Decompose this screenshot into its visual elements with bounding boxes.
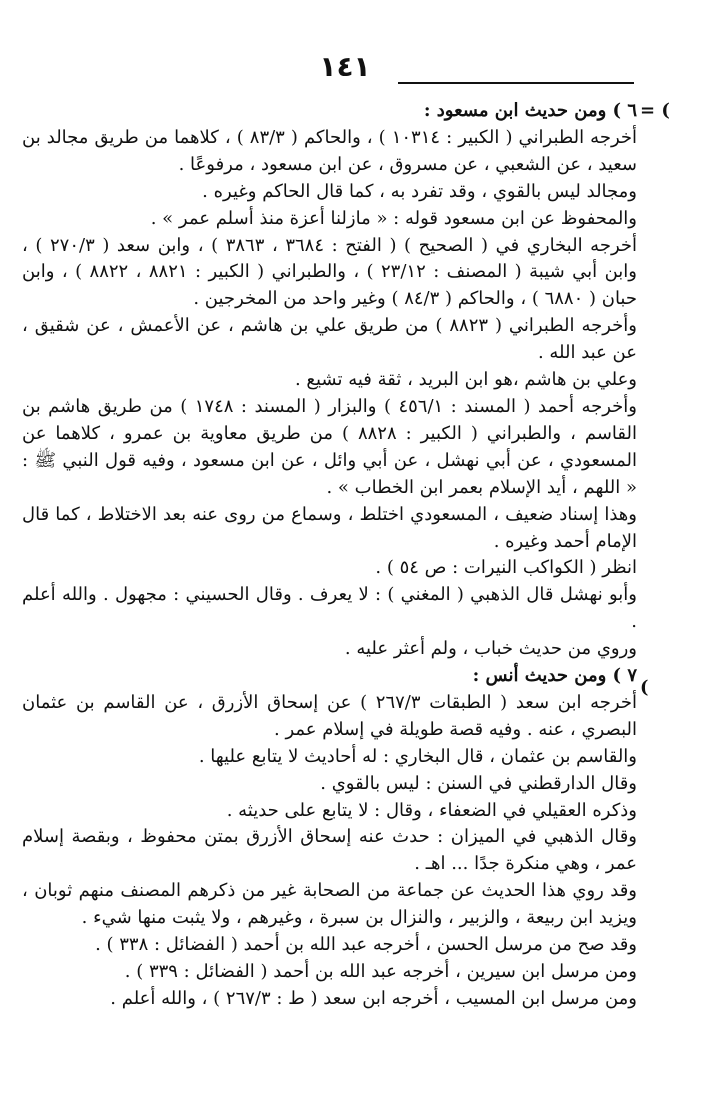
paragraph: ومن مرسل ابن المسيب ، أخرجه ابن سعد ( ط : ٢٦٧/٣ ) ، والله أعلم . [110,987,637,1009]
paragraph: انظر ( الكواكب النيرات : ص ٥٤ ) . [375,557,637,579]
paragraph: وأبو نهشل قال الذهبي ( المغني ) : لا يعرف . وقال الحسيني : مجهول . والله أعلم . [22,584,637,633]
paragraph: أخرجه الطبراني ( الكبير : ١٠٣١٤ ) ، والحاكم ( ٨٣/٣ ) ، كلاهما من طريق مجالد بن سعيد ، عن الشعبي ، عن مسروق ، عن ابن مسعود ، مرفوعًا . [22,126,638,175]
paragraph: أخرجه البخاري في ( الصحيح ) ( الفتح : ٣٦٨٤ ، ٣٨٦٣ ) ، وابن سعد ( ٢٧٠/٣ ) ، وابن أبي شيبة ( المصنف : ٢٣/١٢ ) ، والطبراني ( الكبير : ٨٨٢١ ، ٨٨٢٢ ) ، وابن حبان ( ٦٨٨٠ ) ، والحاكم ( ٨٤/٣ ) وغير واحد من المخرجين . [22,234,638,310]
section-heading-ibn-masud: ٦ ) ومن حديث ابن مسعود : [423,100,637,121]
paragraph: وقد صح من مرسل الحسن ، أخرجه عبد الله بن أحمد ( الفضائل : ٣٣٨ ) . [95,934,637,956]
section-heading-anas: ٧ ) ومن حديث أنس : [472,665,637,687]
margin-mark-section-7: ( [640,677,649,698]
paragraph: وقد روي هذا الحديث عن جماعة من الصحابة غير من ذكرهم المصنف منهم ثوبان ، ويزيد ابن ربيعة ، والزبير ، والنزال بن سبرة ، وغيرهم ، ولا يثبت منها شيء . [22,880,637,929]
paragraph: والقاسم بن عثمان ، قال البخاري : له أحاديث لا يتابع عليها . [198,745,637,767]
header-rule [398,82,634,84]
paragraph: أخرجه ابن سعد ( الطبقات ٢٦٧/٣ ) عن إسحاق الأزرق ، عن القاسم بن عثمان البصري ، عنه . وفيه قصة طويلة في إسلام عمر . [22,691,637,740]
paragraph: وقال الدارقطني في السنن : ليس بالقوي . [320,772,637,794]
paragraph: وروي من حديث خباب ، ولم أعثر عليه . [344,638,637,660]
paragraph: والمحفوظ عن ابن مسعود قوله : « مازلنا أعزة منذ أسلم عمر » . [150,207,637,229]
page-number: ١٤١ [319,50,371,83]
paragraph: وهذا إسناد ضعيف ، المسعودي اختلط ، وسماع من روى عنه بعد الاختلاط ، كما قال الإمام أحمد وغيره . [22,503,637,552]
paragraph: ومجالد ليس بالقوي ، وقد تفرد به ، كما قال الحاكم وغيره . [202,180,637,202]
paragraph: وقال الذهبي في الميزان : حدث عنه إسحاق الأزرق بمتن محفوظ ، وبقصة إسلام عمر ، وهي منكرة جدًا ... اهـ . [22,826,637,875]
body-text [22,98,637,1013]
paragraph: وأخرجه أحمد ( المسند : ٤٥٦/١ ) والبزار ( المسند : ١٧٤٨ ) من طريق هاشم بن القاسم ، والطبراني ( الكبير : ٨٨٢٨ ) من طريق معاوية بن عمرو ، كلاهما عن المسعودي ، عن أبي نهشل ، عن أبي وائل ، عن ابن مسعود ، وفيه قول النبي ﷺ : « اللهم ، أيد الإسلام بعمر ابن الخطاب » . [22,395,638,498]
margin-mark-section-6: = ( [640,100,670,121]
paragraph: ومن مرسل ابن سيرين ، أخرجه عبد الله بن أحمد ( الفضائل : ٣٣٩ ) . [124,961,637,982]
paragraph: وأخرجه الطبراني ( ٨٨٢٣ ) من طريق علي بن هاشم ، عن الأعمش ، عن شقيق ، عن عبد الله . [22,315,637,364]
paragraph: وعلي بن هاشم ،هو ابن البريد ، ثقة فيه تشيع . [294,369,637,391]
paragraph: وذكره العقيلي في الضعفاء ، وقال : لا يتابع على حديثه . [226,799,637,821]
